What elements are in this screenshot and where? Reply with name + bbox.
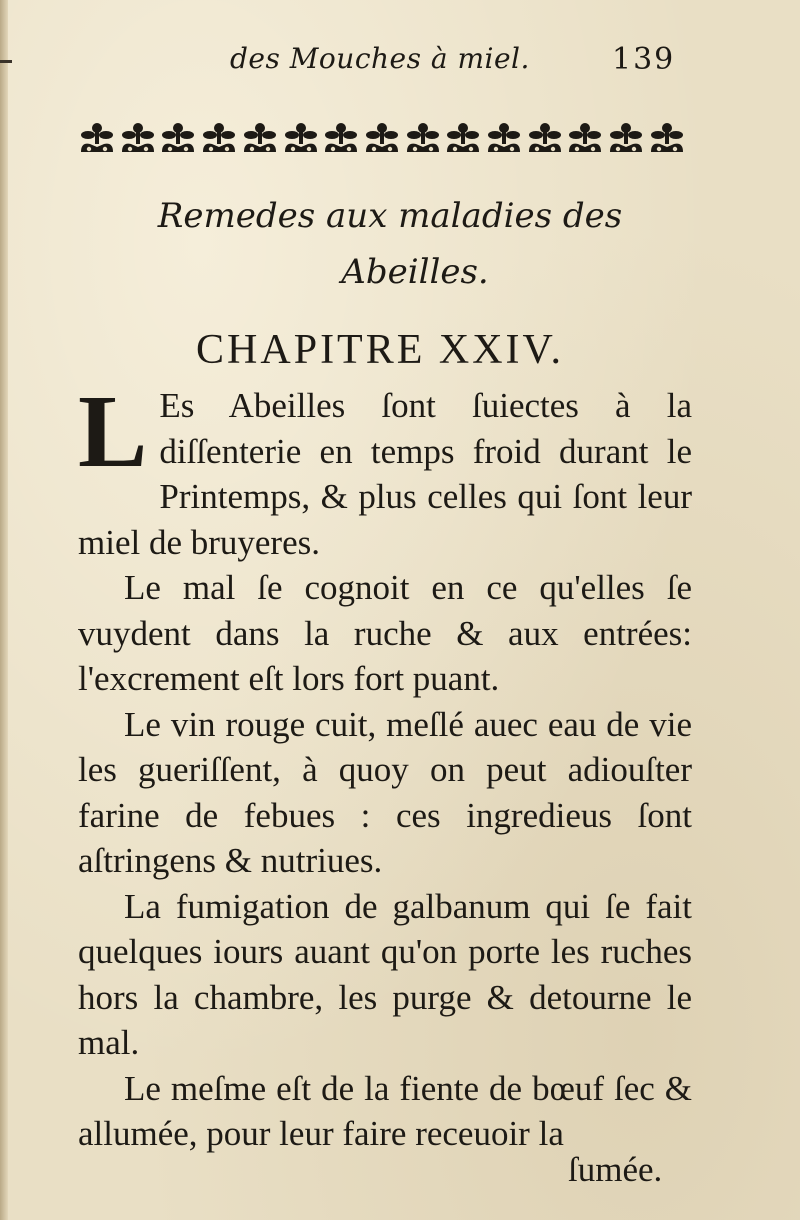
- section-title: [0, 188, 800, 300]
- paragraph-3: Le vin rouge cuit, meſlé auec eau de vie les gueriſſent, à quoy on peut adiouſter farine de febues : ces ingredieus ſont aſtringens & nutriues.: [78, 704, 692, 880]
- paragraph-2: Le mal ſe cognoit en ce qu'elles ſe vuydent dans la ruche & aux entrées: l'excrement eſt lors fort puant.: [78, 568, 692, 698]
- running-head: [0, 38, 800, 88]
- fleuron-icon: [119, 120, 157, 156]
- page-edge: [0, 0, 8, 1220]
- paragraph-4: La fumigation de galbanum qui ſe fait quelques iours auant qu'on porte les ruches hors la chambre, les purge & detourne le mal.: [78, 886, 692, 1062]
- fleuron-icon: [566, 120, 604, 156]
- fleuron-icon: [159, 120, 197, 156]
- fleuron-icon: [526, 120, 564, 156]
- fleuron-icon: [404, 120, 442, 156]
- fleuron-icon: [607, 120, 645, 156]
- fleuron-icon: [485, 120, 523, 156]
- section-title-line-2: Abeilles.: [341, 252, 489, 292]
- body-text: [78, 374, 692, 1157]
- fleuron-icon: [444, 120, 482, 156]
- fleuron-icon: [648, 120, 686, 156]
- fleuron-icon: [322, 120, 360, 156]
- ornament-band: [78, 118, 686, 158]
- fleuron-icon: [363, 120, 401, 156]
- catchword: ſumée.: [568, 1150, 663, 1189]
- fleuron-icon: [241, 120, 279, 156]
- fleuron-icon: [78, 120, 116, 156]
- paragraph-5: Le meſme eſt de la fiente de bœuf ſec & allumée, pour leur faire receuoir la: [78, 1068, 692, 1153]
- drop-cap: L: [78, 374, 148, 489]
- fleuron-icon: [282, 120, 320, 156]
- fleuron-icon: [200, 120, 238, 156]
- paragraph-1: [78, 374, 692, 565]
- running-title: des Mouches à miel.: [230, 42, 530, 75]
- paragraph-1-text: Es Abeilles ſont ſuiectes à la diſſenterie en temps froid durant le Printemps, & plus celles qui ſont leur miel de bruyeres.: [78, 386, 692, 562]
- section-title-line-1: Remedes aux maladies des: [157, 196, 623, 236]
- page-number: 139: [612, 42, 676, 77]
- chapter-heading: CHAPITRE XXIV.: [196, 327, 564, 373]
